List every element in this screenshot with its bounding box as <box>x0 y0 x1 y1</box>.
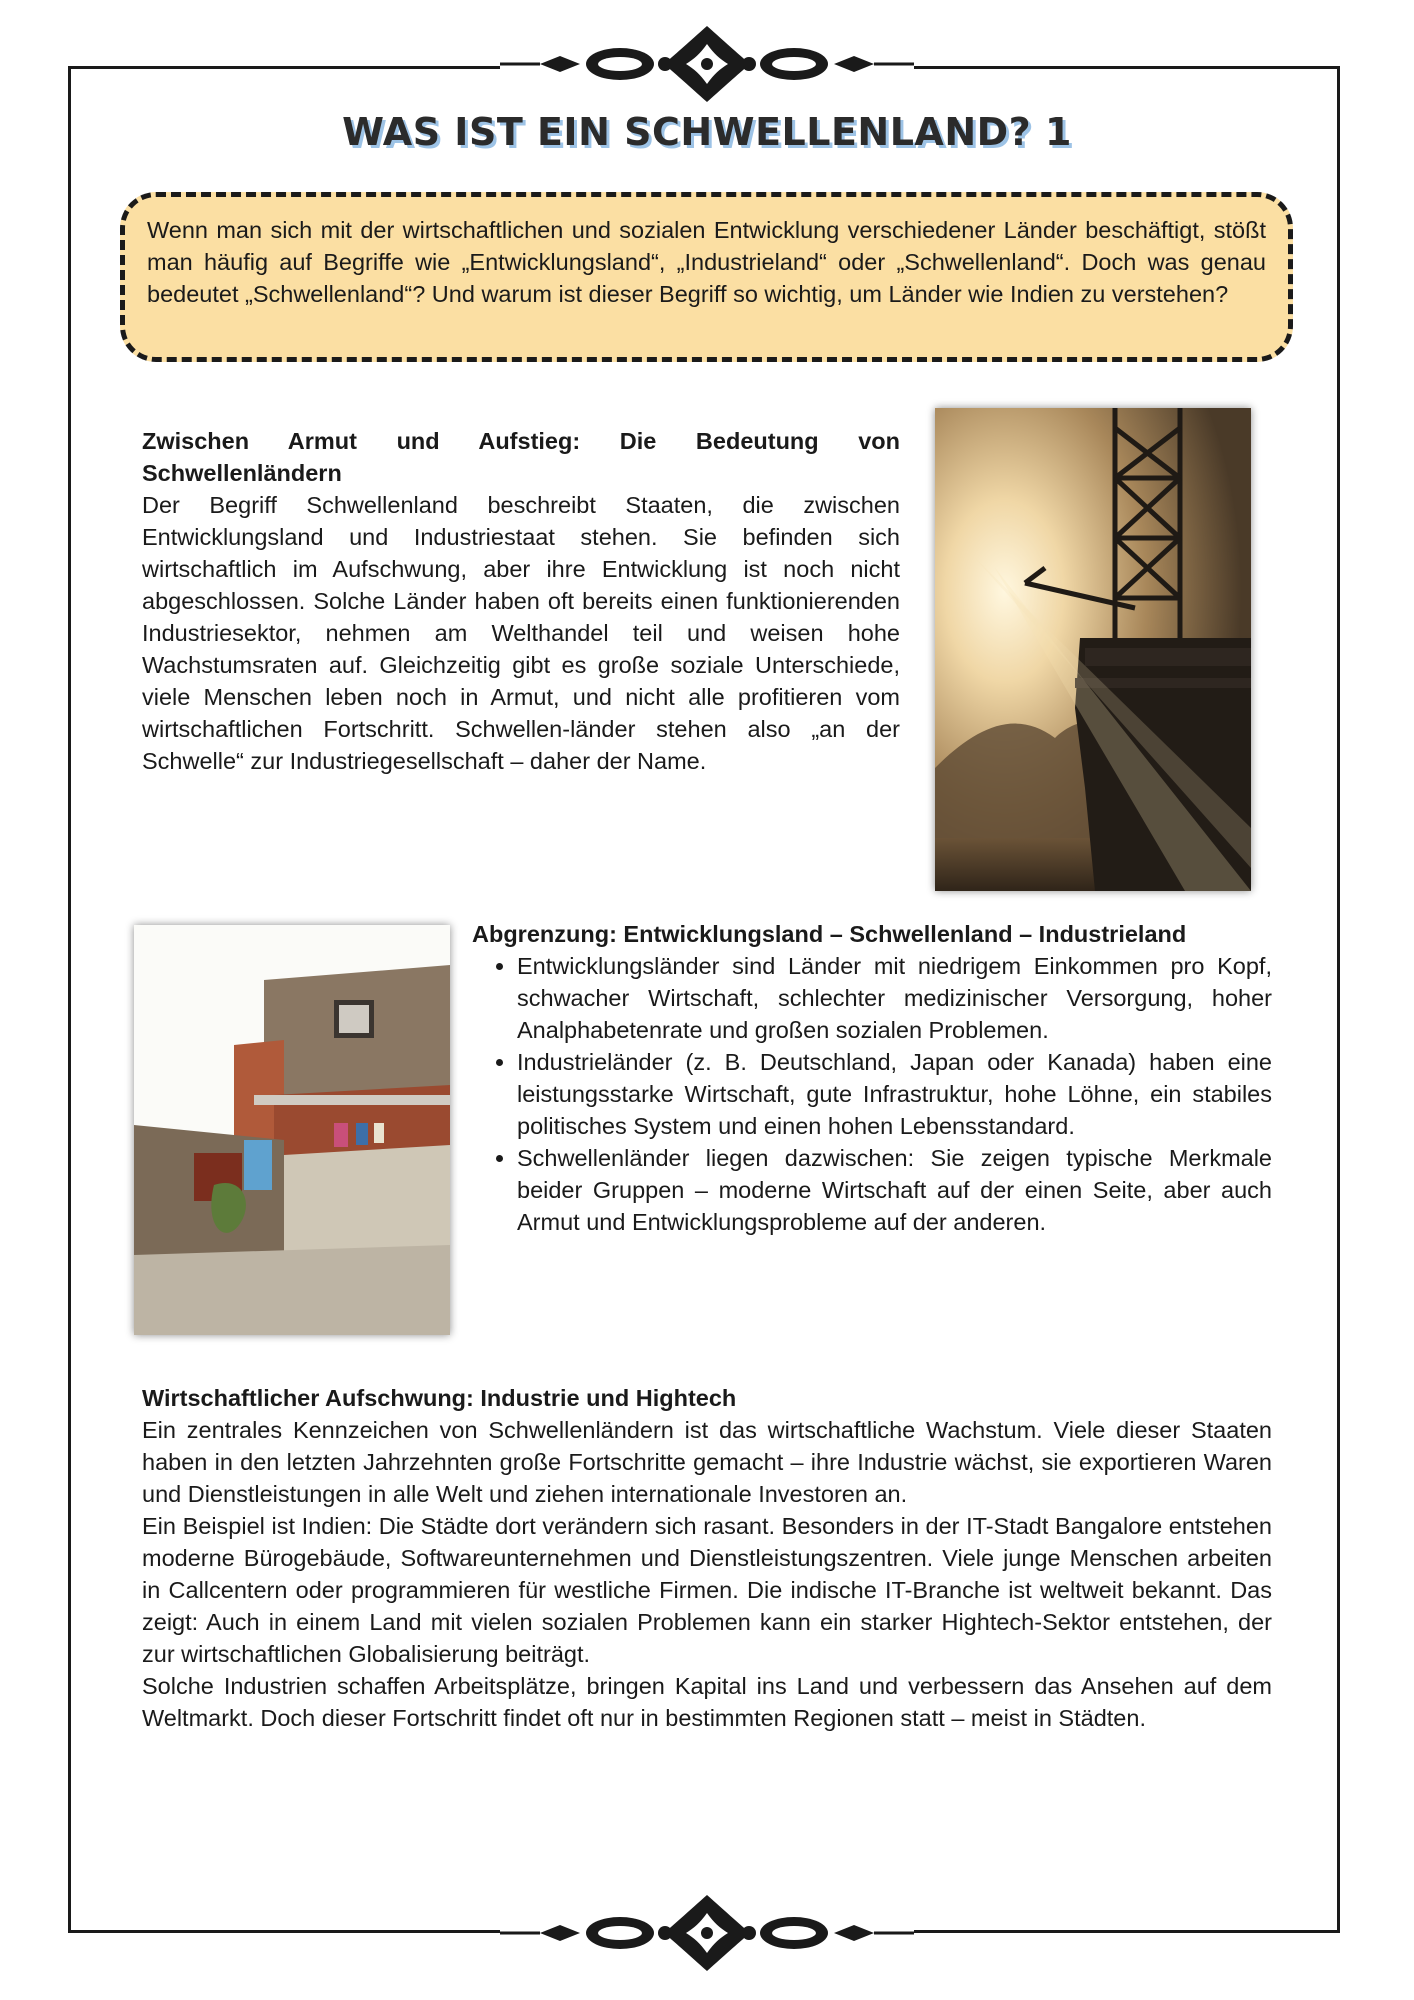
section-distinction-heading: Abgrenzung: Entwicklungsland – Schwellenland – Industrieland <box>472 921 1187 947</box>
paragraph: Ein Beispiel ist Indien: Die Städte dort verändern sich rasant. Besonders in der IT-Stadt Bangalore entstehen moderne Bürogebäude, Softwareunternehmen und Dienstleistungszentren. Viele junge Menschen arbeiten in Callcentern oder programmieren für westliche Firmen. Die indische IT-Branche ist weltweit bekannt. Das zeigt: Auch in einem Land mit vielen sozialen Problemen kann ein starker Hightech-Sektor entstehen, der zur wirtschaftlichen Globalisierung beiträgt. <box>142 1513 1272 1667</box>
distinction-list <box>472 950 1272 1238</box>
section-economy <box>142 1382 1272 1734</box>
paragraph: Ein zentrales Kennzeichen von Schwellenländern ist das wirtschaftliche Wachstum. Viele dieser Staaten haben in den letzten Jahrzehnten große Fortschritte gemacht – ihre Industrie wächst, sie exportieren Waren und Dienstleistungen in alle Welt und ziehen internationale Investoren an. <box>142 1417 1272 1507</box>
section-economy-heading: Wirtschaftlicher Aufschwung: Industrie und Hightech <box>142 1385 737 1411</box>
intro-box <box>120 192 1293 362</box>
list-item: • Entwicklungsländer sind Länder mit niedrigem Einkommen pro Kopf, schwacher Wirtschaft, schlechter medizinischer Versorgung, hoher Analphabetenrate und großen sozialen Problemen. <box>517 950 1272 1046</box>
section-meaning-body: Der Begriff Schwellenland beschreibt Staaten, die zwischen Entwicklungsland und Industriestaat stehen. Sie befinden sich wirtschaftlich im Aufschwung, aber ihre Entwicklung ist noch nicht abgeschlossen. Solche Länder haben oft bereits einen funktionierenden Industriesektor, nehmen am Welthandel teil und weisen hohe Wachstumsraten auf. Gleichzeitig gibt es große soziale Unterschiede, viele Menschen leben noch in Armut, und nicht alle profitieren vom wirtschaftlichen Fortschritt. Schwellen-länder stehen also „an der Schwelle“ zur Industriegesellschaft – daher der Name. <box>142 492 900 774</box>
industrial-crane-photo <box>935 408 1251 891</box>
section-meaning <box>142 425 900 777</box>
bottom-ornament-icon <box>500 1893 914 1973</box>
page-title: WAS IST EIN SCHWELLENLAND? 1 <box>342 110 1072 154</box>
list-item: • Industrieländer (z. B. Deutschland, Japan oder Kanada) haben eine leistungsstarke Wirtschaft, gute Infrastruktur, hohe Löhne, ein stabiles politisches System und einen hohen Lebensstandard. <box>517 1046 1272 1142</box>
paragraph: Solche Industrien schaffen Arbeitsplätze, bringen Kapital ins Land und verbessern das Ansehen auf dem Weltmarkt. Doch dieser Fortschritt findet oft nur in bestimmten Regionen statt – meist in Städten. <box>142 1673 1272 1731</box>
intro-text: Wenn man sich mit der wirtschaftlichen und sozialen Entwicklung verschiedener Länder beschäftigt, stößt man häufig auf Begriffe wie „Entwicklungsland“, „Industrieland“ oder „Schwellenland“. Doch was genau bedeutet „Schwellenland“? Und warum ist dieser Begriff so wichtig, um Länder wie Indien zu verstehen? <box>147 217 1266 307</box>
top-ornament-icon <box>500 24 914 104</box>
section-meaning-heading: Zwischen Armut und Aufstieg: Die Bedeutung von Schwellenländern <box>142 428 900 486</box>
list-item: • Schwellenländer liegen dazwischen: Sie zeigen typische Merkmale beider Gruppen – moderne Wirtschaft auf der einen Seite, aber auch Armut und Entwicklungsprobleme auf der anderen. <box>517 1142 1272 1238</box>
section-distinction <box>472 918 1272 1238</box>
slum-buildings-photo <box>134 925 450 1335</box>
